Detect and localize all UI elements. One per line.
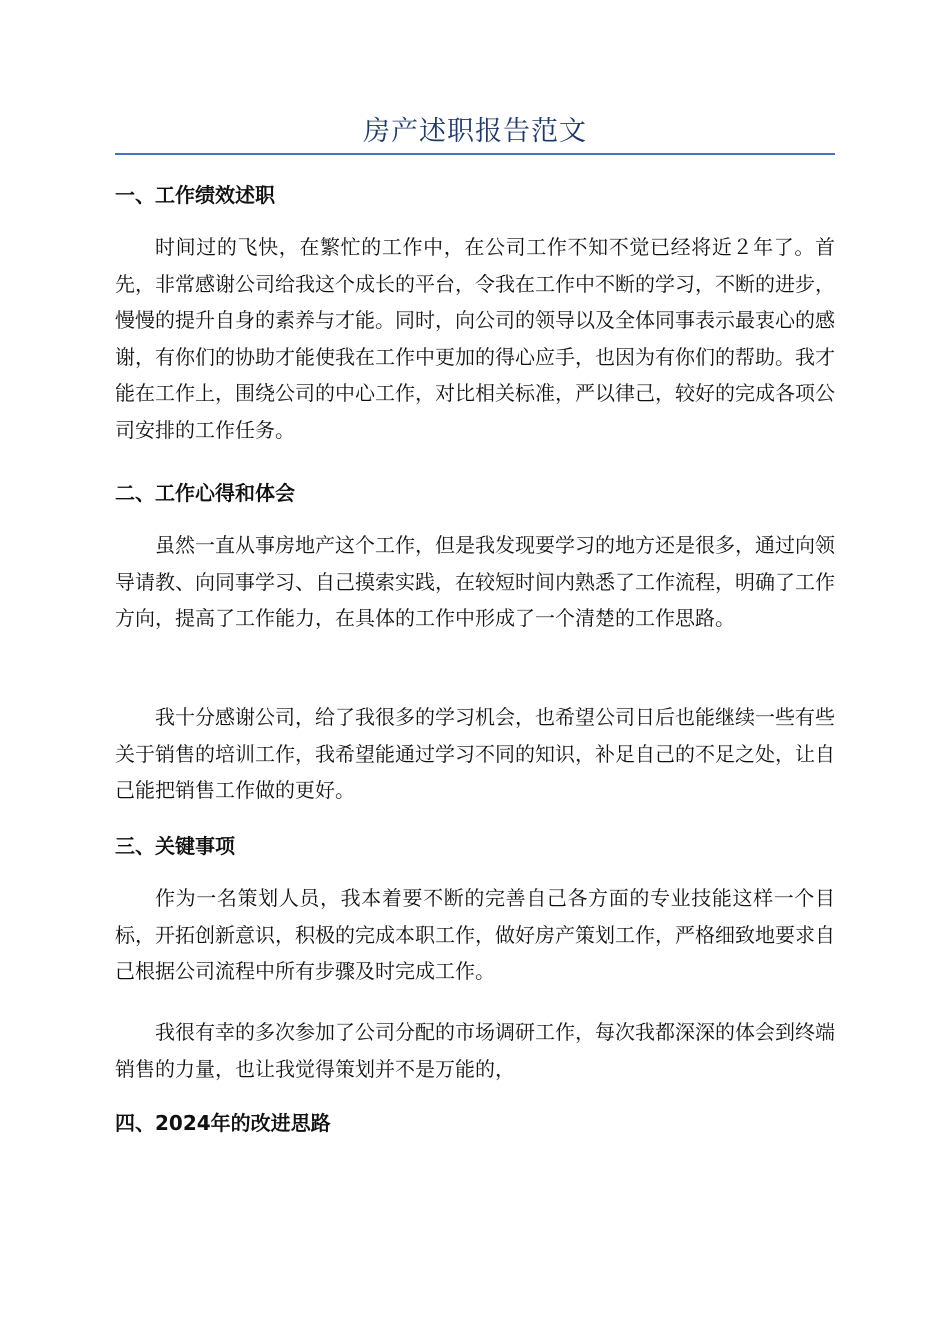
section-1-paragraph-1: 时间过的飞快，在繁忙的工作中，在公司工作不知不觉已经将近２年了。首先，非常感谢公司给我这个成长的平台，令我在工作中不断的学习，不断的进步，慢慢的提升自身的素养与才能。同时，向公司的领导以及全体同事表示最衷心的感谢，有你们的协助才能使我在工作中更加的得心应手，也因为有你们的帮助。我才能在工作上，围绕公司的中心工作，对比相关标准，严以律己，较好的完成各项公司安排的工作任务。 bbox=[115, 235, 835, 442]
section-3-paragraph-2: 我很有幸的多次参加了公司分配的市场调研工作，每次我都深深的体会到终端销售的力量，也让我觉得策划并不是万能的， bbox=[115, 1020, 835, 1081]
document-title: 房产述职报告范文 bbox=[363, 116, 587, 147]
title-underline bbox=[115, 153, 835, 155]
section-heading-4: 四、2024年的改进思路 bbox=[115, 1111, 331, 1135]
section-heading-2: 二、工作心得和体会 bbox=[115, 481, 295, 505]
section-heading-1: 一、工作绩效述职 bbox=[115, 183, 275, 207]
section-2-paragraph-2: 我十分感谢公司，给了我很多的学习机会，也希望公司日后也能继续一些有些关于销售的培训工作，我希望能通过学习不同的知识，补足自己的不足之处，让自己能把销售工作做的更好。 bbox=[115, 705, 835, 802]
section-heading-3: 三、关键事项 bbox=[115, 834, 235, 858]
section-2-paragraph-1: 虽然一直从事房地产这个工作，但是我发现要学习的地方还是很多，通过向领导请教、向同事学习、自己摸索实践，在较短时间内熟悉了工作流程，明确了工作方向，提高了工作能力，在具体的工作中形成了一个清楚的工作思路。 bbox=[115, 533, 835, 630]
section-3-paragraph-1: 作为一名策划人员，我本着要不断的完善自己各方面的专业技能这样一个目标，开拓创新意识，积极的完成本职工作，做好房产策划工作，严格细致地要求自己根据公司流程中所有步骤及时完成工作。 bbox=[115, 886, 835, 983]
